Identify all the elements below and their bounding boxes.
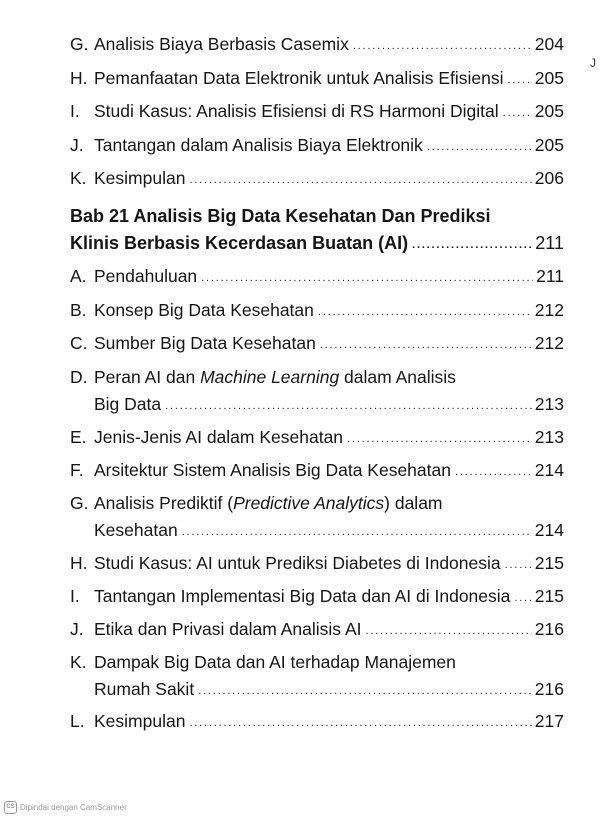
- toc-line: [70, 363, 564, 389]
- toc-page: 206: [534, 168, 564, 188]
- toc-title-cont: Rumah Sakit: [94, 679, 195, 699]
- toc-title-text: Peran AI dan: [94, 367, 201, 387]
- chapter-title-line-2: [70, 229, 564, 255]
- toc-title-cont: Kesehatan: [94, 520, 178, 540]
- toc-page: 214: [534, 520, 564, 540]
- toc-title: Sumber Big Data Kesehatan: [94, 333, 316, 353]
- chapter-title: Bab 21 Analisis Big Data Kesehatan Dan Prediksi: [70, 206, 491, 226]
- toc-title: [94, 491, 443, 515]
- toc-letter: F.: [70, 460, 84, 480]
- toc-page: 212: [534, 333, 564, 353]
- toc-letter: H.: [70, 553, 88, 573]
- toc-letter: C.: [70, 333, 88, 353]
- toc-line: [70, 30, 564, 56]
- camscanner-icon: CS: [4, 801, 17, 814]
- toc-title: Studi Kasus: Analisis Efisiensi di RS Harmoni Digital: [94, 101, 499, 121]
- toc-page: 214: [534, 460, 564, 480]
- toc-letter: I.: [70, 101, 80, 121]
- dot-leader: [455, 466, 532, 478]
- toc-letter: J.: [70, 135, 84, 155]
- toc-title: Jenis-Jenis AI dalam Kesehatan: [94, 427, 344, 447]
- chapter-page: 211: [535, 233, 564, 253]
- toc-page: 215: [534, 586, 564, 606]
- toc-line: [70, 262, 564, 288]
- toc-title-text: Analisis Prediktif (: [94, 493, 234, 513]
- toc-title: Kesimpulan: [94, 168, 186, 188]
- toc-title: Arsitektur Sistem Analisis Big Data Kesehatan: [94, 460, 451, 480]
- toc-page: 215: [534, 553, 564, 573]
- toc-letter: E.: [70, 427, 87, 447]
- toc-title-cont: Big Data: [94, 394, 162, 414]
- toc-letter: I.: [70, 586, 80, 606]
- toc-letter: K.: [70, 652, 87, 672]
- toc-title: Tantangan dalam Analisis Biaya Elektronik: [94, 135, 423, 155]
- dot-leader: [318, 306, 532, 318]
- toc-line-continuation: [94, 675, 564, 701]
- dot-leader: [198, 685, 532, 697]
- toc-page: 217: [534, 711, 564, 731]
- dot-leader: [503, 107, 532, 119]
- dot-leader: [347, 433, 532, 445]
- toc-title: Analisis Biaya Berbasis Casemix: [94, 34, 349, 54]
- dot-leader: [505, 559, 532, 571]
- toc-line: [70, 131, 564, 157]
- scanner-watermark: [4, 800, 127, 814]
- dot-leader: [508, 74, 532, 86]
- dot-leader: [427, 141, 532, 153]
- dot-leader: [165, 400, 532, 412]
- toc-line: [70, 97, 564, 123]
- toc-title: Pendahuluan: [94, 266, 198, 286]
- toc-line: [70, 582, 564, 608]
- toc-title: Tantangan Implementasi Big Data dan AI di Indonesia: [94, 586, 511, 606]
- toc-line: [70, 489, 564, 515]
- toc-title: Kesimpulan: [94, 711, 186, 731]
- toc-title: Etika dan Privasi dalam Analisis AI: [94, 619, 362, 639]
- toc-title-italic: Machine Learning: [200, 367, 340, 387]
- toc-letter: D.: [70, 367, 88, 387]
- watermark-text: Dipindai dengan CamScanner: [20, 802, 127, 812]
- dot-leader: [412, 239, 532, 251]
- dot-leader: [182, 526, 532, 538]
- toc-line: [70, 648, 564, 674]
- toc-line-continuation: [94, 516, 564, 542]
- toc-title-italic: Predictive Analytics: [233, 493, 385, 513]
- dot-leader: [366, 625, 532, 637]
- toc-page: 212: [534, 300, 564, 320]
- toc-letter: L.: [70, 711, 85, 731]
- toc-page: 213: [534, 427, 564, 447]
- toc-page: 211: [536, 266, 564, 286]
- toc-page: 204: [534, 34, 564, 54]
- dot-leader: [189, 717, 531, 729]
- toc-line: [70, 615, 564, 641]
- toc-letter: J.: [70, 619, 84, 639]
- toc-title: Studi Kasus: AI untuk Prediksi Diabetes di Indonesia: [94, 553, 501, 573]
- toc-letter: A.: [70, 266, 87, 286]
- toc-title-text: dalam Analisis: [339, 367, 456, 387]
- toc-line: [70, 164, 564, 190]
- toc-line: [70, 296, 564, 322]
- toc-title: Dampak Big Data dan AI terhadap Manajemen: [94, 652, 456, 672]
- toc-title: Pemanfaatan Data Elektronik untuk Analisis Efisiensi: [94, 68, 504, 88]
- toc-line: [70, 707, 564, 733]
- toc-letter: K.: [70, 168, 87, 188]
- toc-page: 205: [534, 101, 564, 121]
- dot-leader: [189, 174, 531, 186]
- toc-line: [70, 329, 564, 355]
- toc-letter: G.: [70, 493, 89, 513]
- chapter-title-cont: Klinis Berbasis Kecerdasan Buatan (AI): [70, 233, 409, 253]
- toc-line: [70, 423, 564, 449]
- toc-line: [70, 549, 564, 575]
- toc-title: [94, 365, 456, 389]
- dot-leader: [320, 339, 532, 351]
- toc-line: [70, 64, 564, 90]
- toc-title-text: ) dalam: [384, 493, 443, 513]
- chapter-title-line-1: [70, 202, 564, 228]
- toc-line-continuation: [94, 390, 564, 416]
- toc-page: 205: [534, 135, 564, 155]
- dot-leader: [201, 272, 533, 284]
- toc-letter: B.: [70, 300, 87, 320]
- toc-page: 205: [534, 68, 564, 88]
- dot-leader: [514, 592, 531, 604]
- toc-page: 216: [534, 619, 564, 639]
- toc-page: 216: [534, 679, 564, 699]
- toc-title: Konsep Big Data Kesehatan: [94, 300, 314, 320]
- dot-leader: [353, 40, 532, 52]
- toc-letter: H.: [70, 68, 88, 88]
- toc-line: [70, 456, 564, 482]
- margin-mark: J: [590, 56, 596, 70]
- toc-letter: G.: [70, 34, 89, 54]
- toc-page: 213: [534, 394, 564, 414]
